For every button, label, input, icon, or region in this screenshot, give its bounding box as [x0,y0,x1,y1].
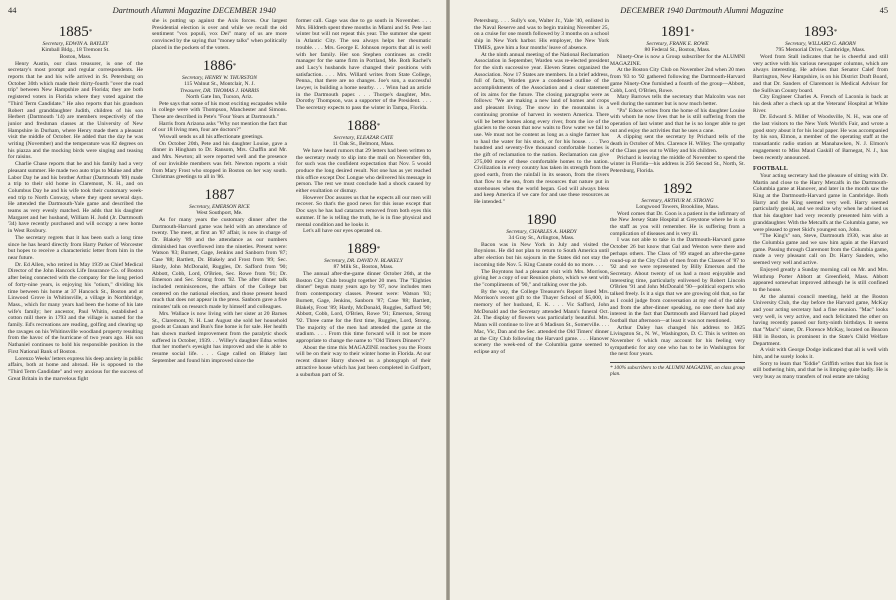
subscriber-star: * [232,61,237,70]
class-note-paragraph: Let's all have our eyes operated on. [303,228,382,235]
secretary-address: Longwood Towers, Brookline, Mass. [635,204,720,211]
subscriber-star: * [88,28,93,36]
secretary-address: 34 Gray St., Arlington, Mass. [508,235,575,242]
secretary-address: Kimball Bldg., 18 Tremont St. [41,47,110,54]
class-note-paragraph: Ninety-One is now a Group subscriber for the ALUMNI MAGAZINE. [610,54,745,67]
class-secretary: Secretary, ARTHUR M. STRONG [641,197,714,204]
left-column-2 [152,18,287,596]
right-page-number: 45 [879,6,888,15]
class-note-paragraph: Harris from Arizona asks "Why not mention the fact that of our 18 living men, four are doctors?" [152,120,287,134]
class-year: 1885 [58,24,89,40]
subscriber-star: * [376,244,381,253]
class-note-paragraph: "The King's" son, Steve, Dartmouth 1930, was also at the Columbia game and we saw him again at the Harvard game. Passing through Claremont from the Columbia game, made a very pleasant call on Dr. Harry Sanders, who seemed very well and active. [753,233,888,267]
class-note-paragraph: I was not able to take in the Dartmouth-Harvard game October 26 but know that Gal and Weston were there and perhaps others. The Class of '89 staged an after-the-game round-up at the City Club of men from the Classes of '87 to '92 and we were represented by Billy Emerson and the Secretary. About twenty of us had a most enjoyable and interesting time, particularly enlivened by Robert Lincoln O'Brien '91 and John McDonald '90—political experts who talked freely. Is it a sign that we are growing old that, so far as I could judge from conversation at my end of the table and from the after-dinner speaking, no one there had any interest in the fact that Dartmouth and Harvard had played football that afternoon—at least it was not mentioned. [610,237,745,324]
right-head-title: DECEMBER 1940 Dartmouth Alumni Magazine [620,6,784,15]
class-year: 1892 [662,180,693,197]
class-note-paragraph: Your acting secretary had the pleasure of sitting with Dr. Martin and close to the Harry Metcalfs in the Dartmouth-Columbia game at Hanover, and later in the month saw the King at the Dartmouth-Harvard game in Cambridge. Both Harry and the King seemed very well. Harry seemed particularly genial, and we realize why when he advised us that his daughter had very recently presented him with a granddaughter. With the Metcalfs at the Columbia game, we were pleased to greet Skid's youngest son, John. [753,172,888,233]
class-note-paragraph: Bacon was in New York in July and visited the Boynions. He did not plan to return to South America until after election but his sojourn in the States did not stay the incoming tide Nov. 5. King Canute could do no more. . . . [474,241,609,268]
class-note-paragraph: About the time this MAGAZINE reaches you the Frosts will be on their way to their winter home in Florida. At our recent dinner Harry showed us a photograph of their attractive house which has just been completed in Gulfport, a suburban part of St. [296,344,431,378]
right-column-3 [753,18,888,596]
class-year: 1887 [204,186,235,203]
class-note-paragraph: Pete says that some of his most exciting escapades while in college were with Thompson, Manchester and Simons. These are described in Pete's "Four Years at Dartmouth." [152,100,287,120]
left-column-1 [8,18,143,596]
subscriber-star: * [690,28,695,36]
class-note-paragraph: Mary Barrows tells the secretary that Malcolm was not well during the summer but is now much better. [610,94,745,107]
right-column-2 [610,18,745,596]
left-page [0,0,446,600]
class-note-paragraph: Dr. Ed Allen, who retired in May 1939 as Chief Medical Director of the John Hancock Life Insurance Co. of Boston after being connected with the company for the long period of forty-nine years, is enjoying his "otium," dividing his time between his home at 37 Hancock St., Boston and at Linwood Grove in Whitinsville, a village in Northbridge, Mass., which for many years had been the home of his late wife's family; her ancestor, Paul Whitin, established a cotton mill there in 1793 and the village is named for the family. Ed's recreations are reading, golfing and clearing up the ravages on his Whitinsville woodland property resulting from the havoc of the hurricane of two years ago. His son Nathaniel continues to hold his responsible position in the First National Bank of Boston. [8,261,143,355]
class-note-paragraph: Arthur Daley has changed his address to 3825 Livingston St., N. W., Washington, D. C. This is written on November 6 which may account for his feeling very sympathetic for any one who has to be in Washington for the next four years. [610,324,745,358]
class-secretary: Secretary, WILLARD G. ABORN [785,41,856,47]
class-year: 1889 [346,240,377,257]
class-year-heading [610,181,745,198]
class-note-paragraph: At the Boston City Club on November 2nd when 20 men from '83 to '92 gathered following the Dartmouth-Harvard game Ninety-One furnished a fourth of the group—Abbott, Cobb, Lord, O'Brien, Rowe. [610,67,745,94]
class-secretary: Secretary, ELEAZAR CATE [333,134,394,141]
class-note-paragraph: On October 20th, Pete and his daughter Louise, gave a dinner in Hingham to Dr. Ransom, Mrs. Chaffin and Mr. and Mrs. Newton; all were reported well and the presence of our invisible members was felt. Newton reports a visit from Mary Frost who stopped in Boston on her way south. Christmas greetings to all in '86. [152,140,287,181]
class-note-paragraph: A clipping sent the secretary by Prichard tells of the death in October of Mrs. Clarence H. Willey. The sympathy of the Class goes out to Willey and his children. [610,134,745,154]
secretary-address: 115 Walnut St., Montclair, N. J. [184,80,255,87]
class-year-heading [152,187,287,204]
class-note-paragraph: We have heard rumors that 29 letters had been written to the secretary ready to slip into the mail on November 6th, for such was the confident expectation that Nov. 5 would produce the long desired result. Not one has as yet reached this office except Doc Longue who delivered his message in person. The rest we must conclude had a shock caused by either exultation or dismay. [296,147,431,195]
class-note-paragraph: By the way, the College Treasurer's Report listed Mrs. Morrison's recent gift to the Thayer School of $5,000, in memory of her husband, E. K. . . . Vic Safford, John McDonald and the Secretary attended Mann's funeral Oct. 24. The display of flowers was particularly beautiful. Mrs. Mann will continue to live at 6 Madison St., Somerville. . . . Mac, Vic, Dan and the Sec. attended the Old Timers' dinner at the City Club following the Harvard game. . . . Hanover scenery the week-end of the Columbia game seemed to eclipse any of [474,288,609,355]
secretary-address: 80 Federal St., Boston, Mass. [644,47,711,54]
class-note-paragraph: City Engineer Charles A. French of Laconia is back at his desk after a check up at the Veterans' Hospital at White River. [753,94,888,114]
class-note-paragraph: The secretary regrets that it has been such a long time since he has heard directly from Harry Parker of Worcester but hopes to receive a characteristic letter from him in the near future. [8,234,143,261]
class-year-heading [474,212,609,229]
class-note-paragraph: Petersburg. . . . Sully's son, Walter Jr., Yale '40, enlisted in the Naval Reserve and was to begin training November 25, on a cruise for one month followed by 3 months on a school ship in New York harbor. His employer, the New York TIMES, gave him a four months' leave of absence. [474,18,609,51]
class-note-paragraph: Enjoyed greatly a Sunday morning call on Mr. and Mrs. Winthrop Porter Abbott at Greenfield, Mass. Abbott appeared somewhat improved although he is still confined to the house. [753,266,888,293]
subscriber-star: * [376,121,381,130]
class-year-heading [296,241,431,258]
class-year-heading [152,58,287,75]
secretary-address: 795 Memorial Drive, Cambridge, Mass. [775,47,866,54]
class-note-paragraph: Sorry to learn that "Eddie" Griffith writes that his foot is still bothering him, and that he is limping quite badly. He is very busy as many transfers of real estate are taking [753,360,888,381]
class-note-paragraph: However Doc assures us that he expects all our men will recover. So that's the good news for this issue except that Doc says he has had cataracts removed from both eyes this summer. If he is telling the truth, he is in fine physical and mental condition and he looks it. [296,194,431,228]
class-secretary: Secretary, FRANK E. ROWE [646,41,709,47]
class-note-paragraph: Word from Stall indicates that he is cheerful and still very active with his various newspaper columns, which are always interesting. He advises that Senator Calef from Barrington, New Hampshire, is on his District Draft Board, and that Dr. Sanders of Claremont is Medical Advisor for the Sullivan County board. [753,54,888,94]
class-note-paragraph: At the ninth annual meeting of the National Reclamation Association in September, Warden was re-elected president for the sixth successive year. Eleven States organized the Association. Now 17 States are members. In a brief address, full of facts, Warden gave a condensed outline of the accomplishments of the Association and a clear statement of its aims for the future. The closing paragraphs were as follows: "We are making a new land of homes and crops and pleasant living. The snow in the mountains is a continuing promise of harvest in western America. There will be better homes along every river, from the ice of the glaciers to the ocean that now waits to flow water we fail to use. We must not be content as long as a single farmer has to haul the water for his stock, or for his house. . . . Two hundred and seventy-five thousand comfortable homes is the gift of reclamation to the nation. Reclamation can give 275,000 more of these comfortable homes to the nation. Civilization in every country has taken its strength from the good earth, from the rainfall in its season, from the rivers that flow to the sea, from the resources that nature put in storehouses when the world began. God will always bless and keep America if we care for and use these resources as He intended." [474,51,609,205]
left-column-3 [296,18,431,596]
footnote: * 100% subscribers to the ALUMNI MAGAZINE, on class group plan. [610,362,745,377]
class-note-paragraph: she is putting up against the Axis forces. Our largest Presidential election is over and while we recall the old sentiment "vox populi, vox Dei" many of us are more convinced by the saying that "money talks" when politically placed in the pockets of the voters. [152,18,287,51]
class-note-paragraph: former call. Gage was due to go south in November. . . . Mrs. Hildreth spent three months in Miami and St. Pete last winter but will not repeat this year. The summer she spent in Atlantic City. The sea always helps her rheumatic trouble. . . . Mrs. George E. Johnson reports that all is well with her family. Her son Stephen continues as credit manager for the same firm in Portland, Me. Both Rachel's and Lucy's husbands have changed their positions with satisfaction. . . . Mrs. Willard writes from State College, Penna., that there are no changes. Joe's son, a successful lawyer, is building a home nearby. . . . Winn had an article in the Dartmouth paper. . . . Thorpe's daughter, Mrs. Dorothy Thompson, was a supporter of the President. . . . The secretary expects to pass the winter in Tampa, Florida. [296,18,431,112]
class-note-paragraph: As for many years the customary dinner after the Dartmouth-Harvard game was held with an attendance of twenty. The meet, at first an '87 affair, is now in charge of Dr. Blakely '89 and the attendance as our numbers diminished has overflowed into the nineties. Present were: Watson '83; Burnett, Gage, Jenkins and Sanborn from '87; Case '88; Bartlett, Dr. Blakely and Frost from '89; Sec. Hardy, John McDonald, Ruggles, Dr. Safford from '90; Abbott, Cobb, Lord, O'Brien, Sec. Rowe from '91; Dr. Emerson and Sec. Strong from '92. The after dinner talk included reminiscences, the affairs of the College but centered on the national election, and those present heard much that does not appear in the press. Sanborn gave a five minutes' talk on research made by himself and colleagues. [152,216,287,311]
secretary-address: Boston, Mass. [59,54,92,60]
class-year: 1886 [202,57,233,74]
class-secretary: Secretary, EMERSON RICE [189,203,250,210]
class-year-heading [610,24,745,41]
class-note-paragraph: Word comes that Dr. Coon is a patient in the infirmary of the New Jersey State Hospital at Greystone where he is on the staff as you will remember. He is suffering from a complication of diseases and is very ill. [610,210,745,237]
subscriber-star: * [833,28,838,36]
class-note-paragraph: Lorenzo Weeks' letters express his deep anxiety in public affairs, both at home and abroad. He is opposed to the "Third Term Candidate" and very anxious for the success of Great Britain in the marvelous fight [8,355,143,382]
right-page [450,0,896,600]
secretary-address: North Gate Inn, Tucson, Ariz. [186,93,253,100]
class-note-paragraph: Wiswall sends us all his affectionate greetings. [159,134,264,141]
class-secretary: Secretary, DR. DAVID N. BLAKELY [324,257,403,264]
left-head-title: Dartmouth Alumni Magazine DECEMBER 1940 [112,6,276,15]
class-note-paragraph: Dr. Edward S. Miller of Woodsville, N. H., was one of the last visitors to the New York World's Fair, and wrote a good story about it for his local paper. He was accompanied by his son, Elmon, a member of the operating staff at the transatlantic radio station at Manahawken, N. J. Elmon's engagement to Miss Maud Gaskill of Barnegat, N. J., has been recently announced. [753,114,888,161]
class-secretary: Secretary, HENRY W. THURSTON [181,74,258,81]
class-note-paragraph: Mrs. Wallace is now living with her sister at 20 Barnes St., Claremont, N. H. Last August she sold her household goods at Canaan and Bun's fine home is for sale. Her health has shown marked improvement from the paralytic shock suffered in October, 1939. . . Willey's daughter Edna writes that her mother's eyesight has improved and she is able to resume social life. . . . Gage called on Blakey last September and found him improved since the [152,310,287,364]
class-year-heading [753,24,888,41]
secretary-address: 87 Milk St., Boston, Mass. [333,264,394,271]
class-secretary: Secretary, EDWIN A. BAYLEY [42,41,109,47]
class-note-paragraph: Prichard is leaving the middle of November to spend the winter in Florida—his address is 256 Second St., North, St. Petersburg, Florida. [610,154,745,174]
class-year: 1891 [660,24,691,40]
class-note-paragraph: Henry Austin, our class treasurer, is one of the secretary's most prompt and regular correspondents. He reports that he and his wife arrived in St. Petersburg on October 30th which made their thirty-fourth "over the road trip" between New Hampshire and Florida; they are both registered voters in Florida where they voted against the "Third Term Candidate." He also reports that his grandson Robert and granddaughter Judith, children of his son Herbert (Dartmouth '14) are members respectively of the junior and freshman classes at the University of New Hampshire in Durham, where Henry made them a pleasant visit the middle of October. He added that the day he was writing (November) and the temperature was 82 degrees on his piazza and the mocking birds were singing and teasing for raisins. [8,60,143,161]
secretary-address: 11 Oak St., Belmont, Mass. [332,141,395,148]
class-secretary: Secretary, CHARLES A. HARDY [506,228,577,235]
class-note-paragraph: A visit with George Dodge indicated that all is well with him, and he surely looks it. [753,347,888,360]
class-note-paragraph: At the alumni council meeting, held at the Boston University Club, the day before the Harvard game, McKay and your acting secretary had a fine reunion. "Mac" looks very well, is very active, and each felicitated the other on having recently passed our forty-ninth birthdays. It seems that "Mac's" sister, Dr. Florence McKay, located on Beacon Hill in Boston, is prominent in the State's Child Welfare Department. [753,293,888,347]
class-note-paragraph: Charlie Chase reports that he and his family had a very pleasant summer. He made two auto trips to Maine and after Labor Day he and his brother Arthur (Dartmouth '89) made a trip to their old home in Claremont, N. H., and on Columbus Day he and his wife took their customary week-end trip to North Conway, where they spent several days. He attended the Dartmouth-Yale game and described the teams as very evenly matched. He adds that his daughter Margaret and her husband, William H. Judd (Jr. Dartmouth '34) have recently purchased and will occupy a new home in West Roxbury. [8,161,143,235]
left-page-number: 44 [8,6,17,15]
class-year: 1890 [526,211,557,228]
class-year-heading [296,118,431,135]
class-year: 1893 [803,24,834,40]
class-year-heading [8,24,143,41]
section-heading: FOOTBALL [753,166,788,173]
class-note-paragraph: The Boyntons had a pleasant visit with Mrs. Morrison, giving her a copy of our Reunion photo, which we sent with the "compliments of '90," and talking over the job. [474,268,609,288]
class-note-paragraph: "Pa" Edson writes from the home of his daughter Louise with whom he now lives that he is still suffering from the operation of last winter and that he is no longer able to get out and enjoy the activities that he uses a cane. [610,107,745,134]
class-note-paragraph: The annual after-the-game dinner October 26th, at the Boston City Club brought together 20 men. The "Eighties dinner" begun many years ago by '87, now includes men from contemporary classes. Present were: Watson '83; Burnett, Gage, Jenkins, Sanborn '87; Case '88; Bartlett, Blakely, Frost '89; Hardy, McDonald, Ruggles, Safford '90; Abbott, Cobb, Lord, O'Brien, Rowe '91; Emerson, Strong '92. Three came for the first time, Ruggles, Lord, Strong. The majority of the men had attended the game at the stadium. . . . From this time forward will it not be more appropriate to change the name to "Old Timers Dinners"? [296,270,431,345]
class-year: 1888 [346,117,377,134]
class-secretary: Treasurer, DR. THOMAS J. HARRIS [180,87,259,94]
secretary-address: West Southport, Me. [196,210,243,217]
right-column-1 [474,18,609,596]
